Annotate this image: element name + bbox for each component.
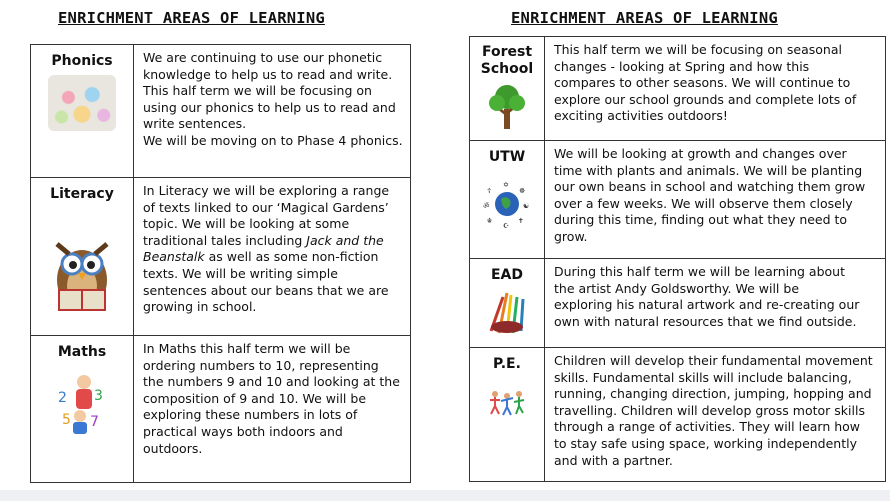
text-line: We are continuing to use our phonetic xyxy=(143,50,383,65)
story-title-fragment: Jack and the xyxy=(306,232,384,248)
svg-text:✝: ✝ xyxy=(518,217,524,225)
text-line: and with a partner. xyxy=(554,452,673,468)
text-line: time with plants and animals. We will be planting xyxy=(554,162,863,178)
text-line xyxy=(143,233,404,250)
text-line: explore our school grounds and complete lots of xyxy=(554,91,857,107)
numbers-children-icon xyxy=(54,372,110,436)
maths-description xyxy=(134,336,411,483)
forest-school-row xyxy=(470,37,886,141)
text-line: practical ways both indoors and xyxy=(143,423,343,439)
phonics-label-cell xyxy=(31,45,134,178)
text-line: knowledge to help us to read and write. xyxy=(143,66,393,82)
right-learning-table xyxy=(469,36,886,482)
text-line: of texts linked to our ‘Magical Gardens’ xyxy=(143,199,389,215)
world-faiths-globe-icon xyxy=(482,179,532,229)
forest-school-description xyxy=(545,37,886,141)
right-page-heading: ENRICHMENT AREAS OF LEARNING xyxy=(511,9,778,27)
reading-owl-icon xyxy=(47,232,117,314)
text-line: We will be looking at growth and changes over xyxy=(554,146,847,161)
ead-label-cell xyxy=(470,259,545,348)
page-bottom-band xyxy=(0,490,890,501)
text-line: sentences about our beans that we are xyxy=(143,282,389,298)
utw-description xyxy=(545,141,886,259)
text-line: composition of 9 and 10. We will be xyxy=(143,390,367,406)
text-line: In Literacy we will be exploring a range xyxy=(143,183,390,198)
utw-title: UTW xyxy=(488,149,526,165)
text-line: compares to other seasons. We will continue to xyxy=(554,75,851,91)
pe-title: P.E. xyxy=(493,356,521,372)
pe-label-cell xyxy=(470,348,545,482)
text-line xyxy=(143,249,404,266)
forest-school-label-cell xyxy=(470,37,545,141)
forest-school-title-line-1: Forest xyxy=(481,44,533,60)
text-line: over a few weeks. We will observe them closely xyxy=(554,195,853,211)
svg-text:☸: ☸ xyxy=(519,187,526,195)
maths-label-cell xyxy=(31,336,134,483)
children-exercising-icon xyxy=(487,388,527,418)
text-fragment: traditional tales including xyxy=(143,232,307,248)
ead-title: EAD xyxy=(490,267,524,283)
literacy-description xyxy=(134,178,411,336)
utw-row xyxy=(470,141,886,259)
text-line: exciting activities outdoors! xyxy=(554,108,728,124)
phonics-title: Phonics xyxy=(51,53,113,69)
svg-text:☬: ☬ xyxy=(487,217,492,225)
text-line: outdoors. xyxy=(143,440,203,456)
text-line: grow. xyxy=(554,228,588,244)
text-line: growing in school. xyxy=(143,299,257,315)
svg-text:☯: ☯ xyxy=(523,202,530,210)
literacy-row xyxy=(31,178,411,336)
text-line: In Maths this half term we will be xyxy=(143,341,351,356)
text-line: exploring these numbers in lots of xyxy=(143,407,358,423)
text-line: During this half term we will be learning about xyxy=(554,264,845,279)
text-line: using our phonics to help us to read and xyxy=(143,99,396,115)
tree-icon xyxy=(487,81,527,131)
svg-text:2: 2 xyxy=(58,390,67,406)
text-line: We will be moving on to Phase 4 phonics. xyxy=(143,132,403,148)
text-line: This half term we will be focusing on xyxy=(143,83,372,99)
text-line: Children will develop their fundamental movement xyxy=(554,353,873,368)
forest-school-title-line-2: School xyxy=(480,61,534,77)
text-line: during this time, finding out what they need to xyxy=(554,212,848,228)
text-fragment: as well as some non-fiction xyxy=(204,249,379,265)
text-line: exploring his natural artwork and re-creating our xyxy=(554,297,860,313)
text-line: the artist Andy Goldsworthy. We will be xyxy=(554,280,800,296)
text-line: the numbers 9 and 10 and looking at the xyxy=(143,374,400,390)
text-line: ordering numbers to 10, representing xyxy=(143,357,379,373)
text-line: to stay safe using space, working independently xyxy=(554,435,857,451)
pe-row xyxy=(470,348,886,482)
svg-text:5: 5 xyxy=(62,412,71,428)
text-line: changes - looking at Spring and how this xyxy=(554,58,810,74)
phonics-row xyxy=(31,45,411,178)
story-title-fragment: Beanstalk xyxy=(143,249,205,265)
text-line: topic. We will be looking at some xyxy=(143,216,350,232)
text-line: our own beans in school and watching them grow xyxy=(554,179,866,195)
text-line: skills. Fundamental skills will include balancing, xyxy=(554,369,852,385)
letter-pebbles-image xyxy=(48,75,116,131)
text-line: travelling. Children will develop gross motor skills xyxy=(554,402,865,418)
svg-text:☦: ☦ xyxy=(487,187,492,195)
left-page-heading: ENRICHMENT AREAS OF LEARNING xyxy=(58,9,325,27)
svg-text:✡: ✡ xyxy=(503,181,509,189)
art-brushes-icon xyxy=(485,287,529,337)
literacy-title: Literacy xyxy=(50,186,114,202)
left-learning-table xyxy=(30,44,411,483)
pe-description xyxy=(545,348,886,482)
literacy-label-cell xyxy=(31,178,134,336)
svg-text:3: 3 xyxy=(94,388,103,404)
ead-description xyxy=(545,259,886,348)
utw-label-cell xyxy=(470,141,545,259)
svg-text:ॐ: ॐ xyxy=(483,202,490,210)
text-line: write sentences. xyxy=(143,116,247,132)
maths-row xyxy=(31,336,411,483)
maths-title: Maths xyxy=(57,344,107,360)
ead-row xyxy=(470,259,886,348)
text-line: running, changing direction, jumping, hopping and xyxy=(554,386,872,402)
phonics-description xyxy=(134,45,411,178)
text-line: This half term we will be focusing on seasonal xyxy=(554,42,842,57)
text-line: through a range of activities. They will learn how xyxy=(554,419,861,435)
text-line: own with natural resources that we find outside. xyxy=(554,313,857,329)
svg-text:7: 7 xyxy=(90,414,99,430)
svg-text:☪: ☪ xyxy=(503,222,510,229)
text-line: texts. We will be writing simple xyxy=(143,265,338,281)
